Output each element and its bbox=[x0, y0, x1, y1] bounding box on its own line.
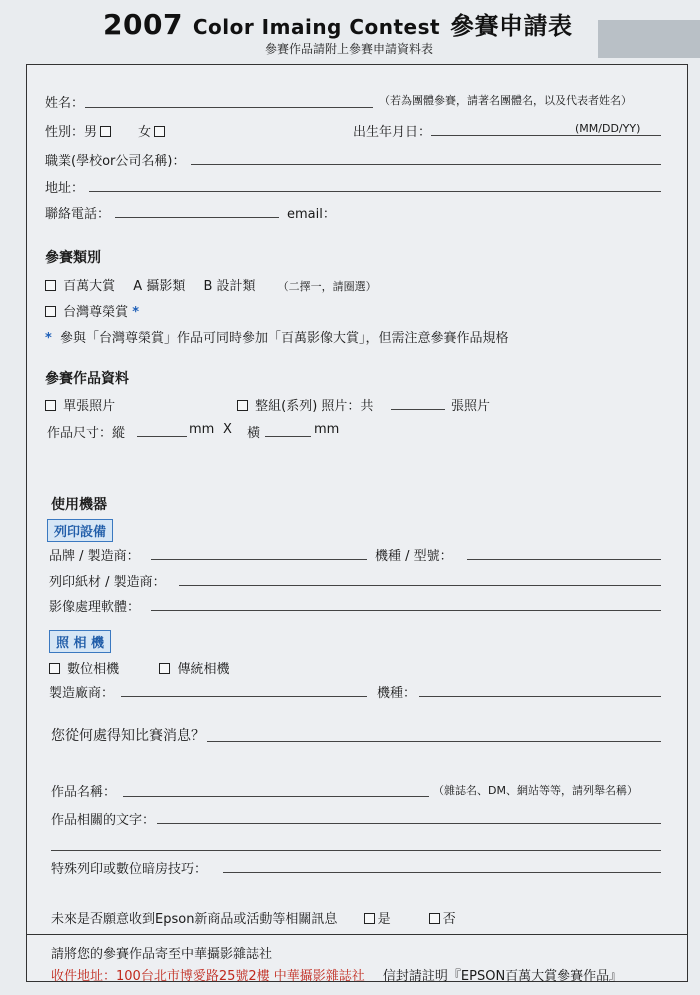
category-row-2 bbox=[45, 301, 139, 320]
printer-badge: 列印設備 bbox=[47, 519, 113, 542]
work-text-field-2[interactable] bbox=[51, 850, 661, 851]
consent-no-label: 否 bbox=[442, 912, 456, 927]
size-width-field[interactable] bbox=[265, 436, 311, 437]
consent-yes-label: 是 bbox=[377, 912, 391, 927]
category-heading: 參賽類別 bbox=[45, 250, 101, 266]
address-label: 地址： bbox=[45, 181, 85, 196]
category-footnote-row bbox=[45, 327, 508, 346]
dob-label: 出生年月日： bbox=[353, 125, 432, 140]
technique-label: 特殊列印或數位暗房技巧： bbox=[51, 862, 208, 877]
page-title bbox=[103, 6, 573, 41]
consent-yes-checkbox[interactable] bbox=[364, 913, 375, 924]
model-field[interactable] bbox=[467, 559, 661, 560]
size-label: 作品尺寸：縱 bbox=[47, 426, 126, 441]
title-year: 2007 bbox=[103, 8, 183, 41]
category-row-1 bbox=[45, 275, 377, 294]
page-subtitle: 參賽作品請附上參賽申請資料表 bbox=[265, 42, 434, 56]
category-taiwan-checkbox[interactable] bbox=[45, 306, 56, 317]
size-width-label: 橫 bbox=[247, 426, 261, 441]
footer-divider bbox=[27, 934, 687, 935]
title-chinese: 參賽申請表 bbox=[450, 12, 573, 40]
series-unit: 張照片 bbox=[451, 399, 491, 414]
asterisk-mark: * bbox=[132, 305, 140, 320]
maker-field[interactable] bbox=[121, 696, 367, 697]
work-name-note: （雜誌名、DM、網站等等，請列舉名稱） bbox=[433, 784, 638, 797]
model-label: 機種 / 型號： bbox=[375, 549, 453, 564]
series-photo-checkbox[interactable] bbox=[237, 400, 248, 411]
equipment-heading: 使用機器 bbox=[51, 497, 107, 513]
size-height-field[interactable] bbox=[137, 436, 187, 437]
work-name-field[interactable] bbox=[123, 796, 429, 797]
job-label: 職業(學校or公司名稱)： bbox=[45, 154, 186, 169]
envelope-note: 信封請註明『EPSON百萬大賞參賽作品』 bbox=[382, 969, 623, 984]
job-field[interactable] bbox=[191, 164, 661, 165]
name-field[interactable] bbox=[85, 107, 373, 108]
footnote-asterisk: * bbox=[45, 331, 52, 346]
digital-camera-label: 數位相機 bbox=[67, 662, 120, 677]
gender-male-checkbox[interactable] bbox=[100, 126, 111, 137]
paper-label: 列印紙材 / 製造商： bbox=[49, 575, 166, 590]
dob-field[interactable] bbox=[431, 135, 661, 136]
software-label: 影像處理軟體： bbox=[49, 600, 141, 615]
brand-label: 品牌 / 製造商： bbox=[49, 549, 140, 564]
consent-row bbox=[51, 908, 456, 927]
category-design-option[interactable]: B 設計類 bbox=[203, 279, 256, 294]
phone-label: 聯絡電話： bbox=[45, 207, 111, 222]
technique-field[interactable] bbox=[223, 872, 661, 873]
category-taiwan-label: 台灣尊榮賞 bbox=[63, 305, 129, 320]
brand-field[interactable] bbox=[151, 559, 367, 560]
name-note: （若為團體參賽，請著名團體名，以及代表者姓名） bbox=[379, 94, 632, 107]
work-name-label: 作品名稱： bbox=[51, 785, 117, 800]
category-footnote: 參與「台灣尊榮賞」作品可同時參加「百萬影像大賞」，但需注意參賽作品規格 bbox=[59, 331, 509, 346]
camera-badge: 照 相 機 bbox=[49, 630, 111, 653]
software-field[interactable] bbox=[151, 610, 661, 611]
gender-female-checkbox[interactable] bbox=[154, 126, 165, 137]
application-form bbox=[26, 64, 688, 982]
film-camera-checkbox[interactable] bbox=[159, 663, 170, 674]
name-label: 姓名： bbox=[45, 96, 85, 111]
film-camera-label: 傳統相機 bbox=[177, 662, 230, 677]
work-text-field-1[interactable] bbox=[157, 823, 661, 824]
phone-field[interactable] bbox=[115, 217, 279, 218]
source-field[interactable] bbox=[207, 741, 661, 742]
address-field[interactable] bbox=[89, 191, 661, 192]
maker-label: 製造廠商： bbox=[49, 686, 115, 701]
size-cross: X bbox=[223, 422, 232, 437]
camera-model-label: 機種： bbox=[377, 686, 417, 701]
consent-question: 未來是否願意收到Epson新商品或活動等相關訊息 bbox=[51, 912, 338, 927]
camera-model-field[interactable] bbox=[419, 696, 661, 697]
work-single-row bbox=[45, 395, 115, 414]
camera-type-row bbox=[49, 658, 229, 677]
category-choice-note: （二擇一，請圈選） bbox=[277, 280, 377, 293]
size-mm-1: mm bbox=[189, 422, 215, 437]
category-million-checkbox[interactable] bbox=[45, 280, 56, 291]
series-count-field[interactable] bbox=[391, 409, 445, 410]
series-photo-label: 整組(系列) 照片：共 bbox=[255, 399, 374, 414]
single-photo-label: 單張照片 bbox=[63, 399, 116, 414]
footer-address-row bbox=[51, 965, 622, 984]
gender-male-label: 性別：男 bbox=[45, 125, 98, 140]
dob-format: (MM/DD/YY) bbox=[575, 122, 641, 135]
digital-camera-checkbox[interactable] bbox=[49, 663, 60, 674]
send-note: 請將您的參賽作品寄至中華攝影雜誌社 bbox=[51, 947, 273, 962]
mailing-address: 收件地址：100台北市博愛路25號2樓 中華攝影雜誌社 bbox=[51, 969, 365, 984]
single-photo-checkbox[interactable] bbox=[45, 400, 56, 411]
gender-row bbox=[45, 121, 168, 140]
page-tab-decoration bbox=[598, 20, 700, 58]
size-mm-2: mm bbox=[314, 422, 340, 437]
title-english: Color Imaing Contest bbox=[192, 15, 441, 39]
work-text-label: 作品相關的文字： bbox=[51, 813, 156, 828]
paper-field[interactable] bbox=[179, 585, 661, 586]
category-million-label: 百萬大賞 bbox=[63, 279, 116, 294]
source-question: 您從何處得知比賽消息？ bbox=[51, 728, 205, 744]
gender-female-label: 女 bbox=[138, 125, 152, 140]
work-heading: 參賽作品資料 bbox=[45, 371, 129, 387]
work-series-row bbox=[237, 395, 373, 414]
category-photo-option[interactable]: A 攝影類 bbox=[133, 279, 186, 294]
email-label: email： bbox=[287, 207, 336, 222]
consent-no-checkbox[interactable] bbox=[429, 913, 440, 924]
